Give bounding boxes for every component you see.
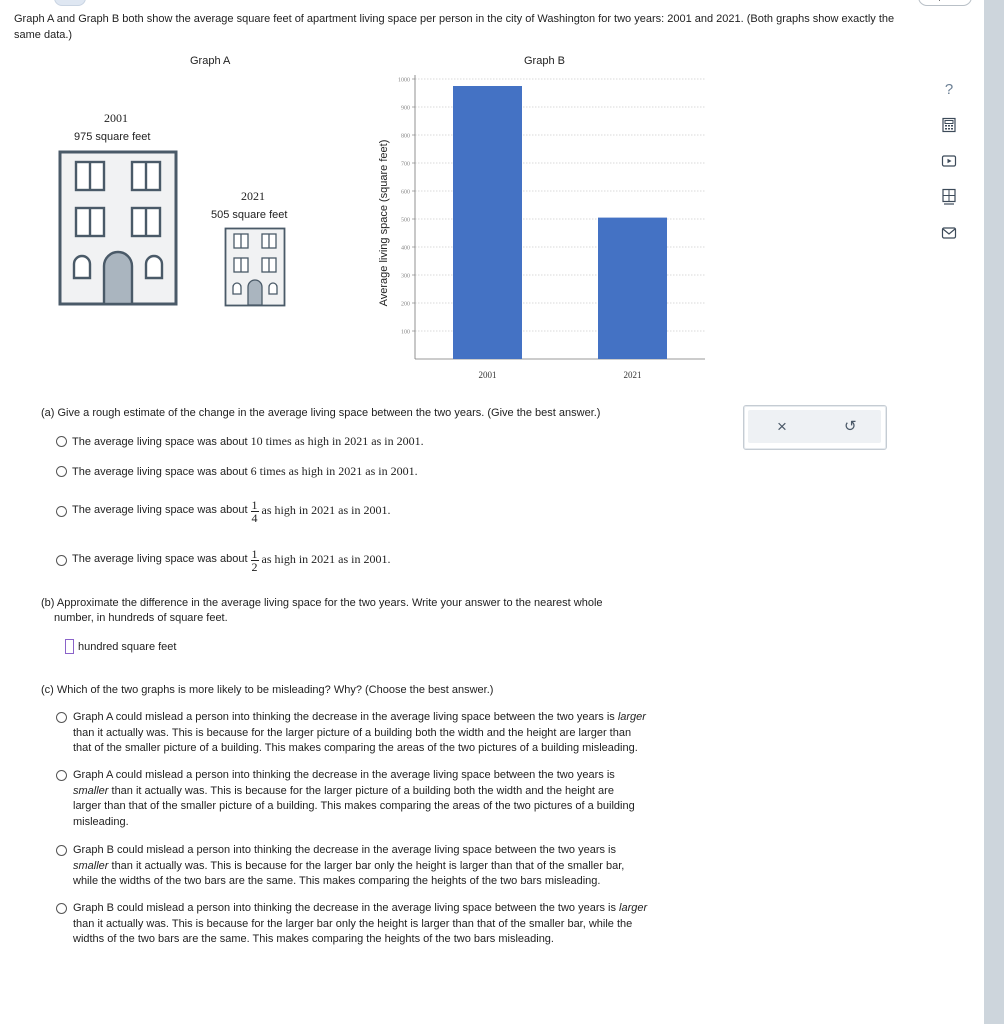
- video-icon[interactable]: [941, 153, 957, 169]
- bar-2001: [453, 86, 522, 359]
- graph-a-right-value: 505 square feet: [211, 209, 288, 221]
- scrollbar[interactable]: [984, 0, 1004, 1024]
- part-c-option-2-radio[interactable]: [56, 770, 67, 781]
- y-tick-label-200: 200: [401, 301, 410, 308]
- y-tick-label-300: 300: [401, 273, 410, 280]
- part-b-prompt-line-2: number, in hundreds of square feet.: [54, 612, 228, 624]
- y-axis-label: Average living space (square feet): [378, 139, 390, 307]
- part-c-option-1-radio[interactable]: [56, 712, 67, 723]
- clear-icon[interactable]: ×: [777, 417, 787, 436]
- fraction-one-half: $\frac{1}{2}$: [251, 546, 258, 574]
- part-b-answer-input[interactable]: [65, 639, 74, 654]
- part-a-option-1[interactable]: The average living space was about 10 times as high in 2021 as in 2001.: [72, 434, 424, 448]
- part-a-option-4[interactable]: The average living space was about $\frac{1}{2}$ as high in 2021 as in 2001.: [72, 546, 391, 574]
- small-building-icon: [224, 227, 286, 307]
- part-b-unit-label: hundred square feet: [78, 641, 177, 653]
- y-tick-label-900: 900: [401, 105, 410, 112]
- calculator-icon[interactable]: [941, 117, 957, 133]
- graph-a-right-year: 2021: [241, 189, 265, 203]
- y-tick-label-1000: 1000: [398, 77, 410, 84]
- help-icon[interactable]: ?: [944, 80, 954, 98]
- part-c-option-4[interactable]: Graph B could mislead a person into thinking the decrease in the average living space between the two years is larger than it actually was. This is because for the larger bar only the height is larger than that of the smaller bar, while the widths of the two bars are the same. This makes comparing the heights of the two bars misleading.: [73, 902, 648, 945]
- intro-text: Graph A and Graph B both show the average square feet of apartment living space per person in the city of Washington for two years: 2001 and 2021. (Both graphs show exactly the same data.): [14, 13, 895, 41]
- part-c-option-4-radio[interactable]: [56, 903, 67, 914]
- part-a-option-2[interactable]: The average living space was about 6 times as high in 2021 as in 2001.: [72, 464, 418, 478]
- graph-a-left-value: 975 square feet: [74, 131, 151, 143]
- part-c-option-3[interactable]: Graph B could mislead a person into thinking the decrease in the average living space between the two years is smaller than it actually was. This is because for the larger bar only the height is larger than that of the smaller bar, while the widths of the two bars are the same. This makes comparing the heights of the two bars misleading.: [73, 844, 625, 887]
- y-tick-label-500: 500: [401, 217, 410, 224]
- part-b-prompt-line-1: (b) Approximate the difference in the average living space for the two years. Write your answer to the nearest whole: [41, 597, 603, 609]
- part-c-option-1[interactable]: Graph A could mislead a person into thinking the decrease in the average living space between the two years is larger than it actually was. This is because for the larger picture of a building both the width and the height are larger than that of the smaller picture of a building. This makes comparing the areas of the two pictures of a building misleading.: [73, 711, 646, 754]
- part-a-option-2-radio[interactable]: [56, 466, 67, 477]
- language-button[interactable]: [918, 0, 972, 6]
- part-a-option-1-radio[interactable]: [56, 436, 67, 447]
- bar-2021: [598, 218, 667, 359]
- graph-a-title: Graph A: [190, 55, 231, 67]
- clear-answer-button[interactable]: [748, 410, 881, 443]
- answer-action-box: [743, 405, 887, 450]
- y-tick-label-600: 600: [401, 189, 410, 196]
- y-tick-label-700: 700: [401, 161, 410, 168]
- message-icon[interactable]: [941, 225, 957, 241]
- x-tick-label-2021: 2021: [623, 370, 642, 380]
- part-a-option-4-radio[interactable]: [56, 555, 67, 566]
- part-a-option-3[interactable]: The average living space was about $\frac{1}{4}$ as high in 2021 as in 2001.: [72, 497, 391, 525]
- fraction-one-quarter: $\frac{1}{4}$: [251, 497, 258, 525]
- y-tick-label-100: 100: [401, 329, 410, 336]
- y-tick-label-800: 800: [401, 133, 410, 140]
- large-building-icon: [58, 150, 178, 306]
- textbook-icon[interactable]: [941, 189, 957, 205]
- top-expand-button[interactable]: [54, 0, 86, 6]
- undo-icon[interactable]: ↺: [844, 418, 857, 435]
- graph-a-left-year: 2001: [104, 111, 128, 125]
- x-tick-label-2001: 2001: [478, 370, 497, 380]
- part-c-option-2[interactable]: Graph A could mislead a person into thinking the decrease in the average living space between the two years is smaller than it actually was. This is because for the larger picture of a building both the width and the height are larger than that of the smaller picture of a building. This makes comparing the areas of the two pictures of a building misleading.: [73, 769, 635, 828]
- part-c-prompt: (c) Which of the two graphs is more likely to be misleading? Why? (Choose the best answer.): [41, 684, 494, 696]
- graph-b-title: Graph B: [524, 55, 565, 67]
- y-tick-label-400: 400: [401, 245, 410, 252]
- part-a-option-3-radio[interactable]: [56, 506, 67, 517]
- part-c-option-3-radio[interactable]: [56, 845, 67, 856]
- part-a-prompt: (a) Give a rough estimate of the change in the average living space between the two years. (Give the best answer.): [41, 407, 601, 419]
- graph-b-bar-chart: [370, 70, 715, 390]
